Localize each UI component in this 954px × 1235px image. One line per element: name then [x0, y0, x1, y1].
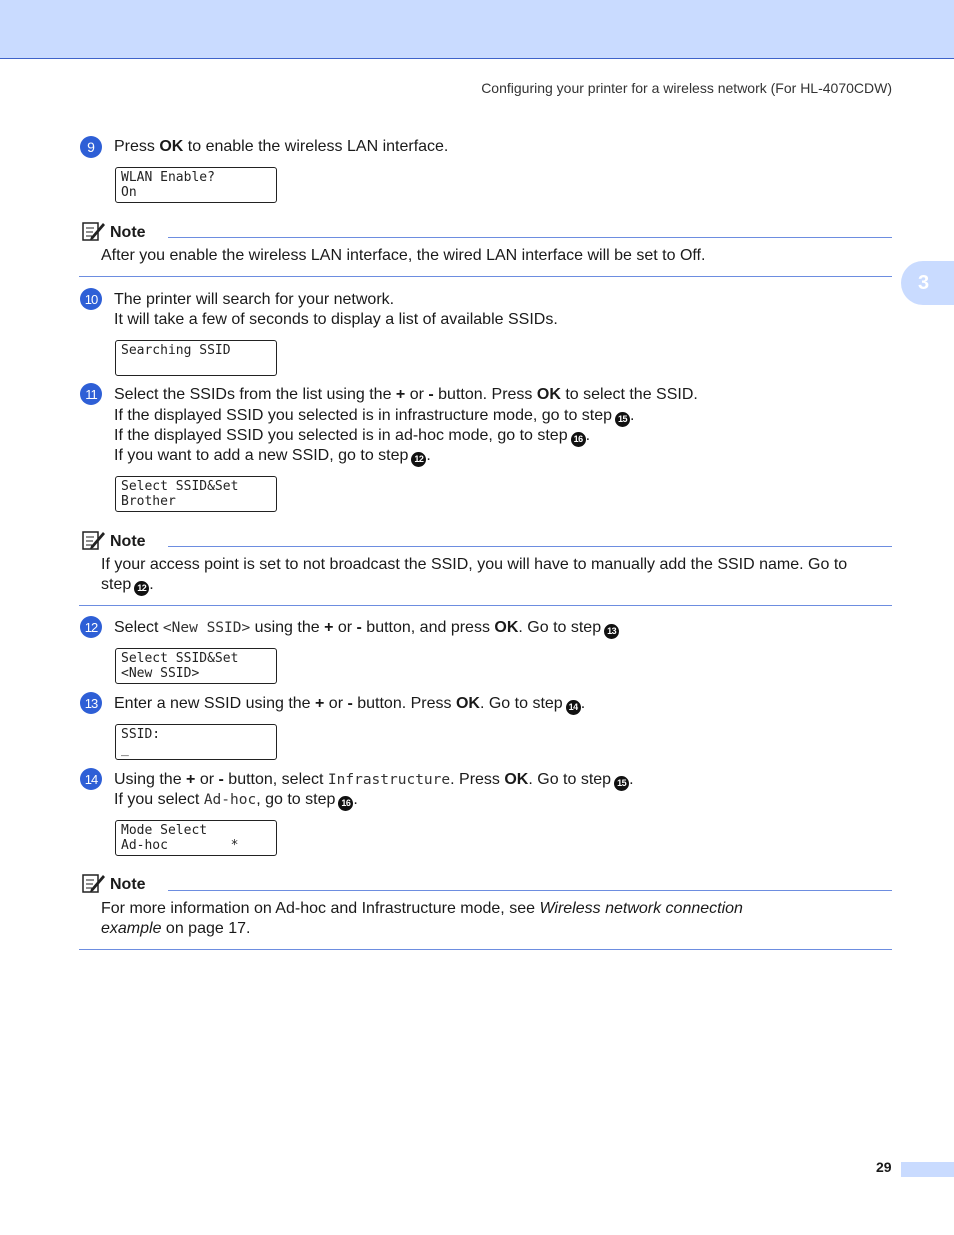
chapter-tab: 3 — [901, 261, 954, 305]
step-reference-16[interactable]: 16 — [338, 796, 353, 811]
lcd-display-9: WLAN Enable? On — [115, 167, 277, 203]
step-11-line-4: If you want to add a new SSID, go to step 12 . — [114, 446, 431, 467]
step-number-13: 13 — [80, 692, 102, 714]
step-number-10: 10 — [80, 288, 102, 310]
step-number-14: 14 — [80, 768, 102, 790]
note-pencil-icon — [82, 872, 106, 894]
note-2-line-2: step 12 . — [101, 575, 154, 596]
step-10-line-1: The printer will search for your network. — [114, 291, 395, 308]
step-reference-16[interactable]: 16 — [571, 432, 586, 447]
note-3-line-2: example on page 17. — [101, 920, 251, 937]
note-3-line-1: For more information on Ad-hoc and Infrastructure mode, see Wireless network connection — [101, 900, 743, 917]
page-number: 29 — [876, 1159, 892, 1175]
note-pencil-icon — [82, 529, 106, 551]
page-tab — [901, 1162, 954, 1177]
running-title: Configuring your printer for a wireless network (For HL-4070CDW) — [481, 80, 892, 96]
step-reference-12[interactable]: 12 — [411, 452, 426, 467]
note-divider — [79, 605, 892, 606]
step-11-line-2: If the displayed SSID you selected is in infrastructure mode, go to step 15 . — [114, 406, 635, 427]
step-12-text: Select <New SSID> using the + or - button, and press OK. Go to step 13 — [114, 618, 619, 639]
note-divider — [168, 546, 892, 547]
note-divider — [79, 949, 892, 950]
step-9-text: Press OK to enable the wireless LAN interface. — [114, 138, 449, 155]
note-label: Note — [110, 533, 146, 550]
lcd-display-14: Mode Select Ad-hoc * — [115, 820, 277, 856]
cross-reference-link[interactable]: Wireless network connection — [539, 900, 743, 917]
step-14-line-2: If you select Ad-hoc, go to step 16 . — [114, 790, 358, 811]
lcd-display-11: Select SSID&Set Brother — [115, 476, 277, 512]
step-13-text: Enter a new SSID using the + or - button. Press OK. Go to step 14 . — [114, 694, 585, 715]
step-number-11: 11 — [80, 383, 102, 405]
note-label: Note — [110, 224, 146, 241]
lcd-display-12: Select SSID&Set <New SSID> — [115, 648, 277, 684]
note-divider — [79, 276, 892, 277]
note-pencil-icon — [82, 220, 106, 242]
note-divider — [168, 237, 892, 238]
header-band — [0, 0, 954, 59]
cross-reference-link[interactable]: example — [101, 920, 162, 937]
note-divider — [168, 890, 892, 891]
lcd-display-10: Searching SSID — [115, 340, 277, 376]
step-11-line-3: If the displayed SSID you selected is in ad-hoc mode, go to step 16 . — [114, 426, 590, 447]
step-reference-15[interactable]: 15 — [614, 776, 629, 791]
step-reference-13[interactable]: 13 — [604, 624, 619, 639]
step-reference-14[interactable]: 14 — [566, 700, 581, 715]
step-11-line-1: Select the SSIDs from the list using the + or - button. Press OK to select the SSID. — [114, 386, 698, 403]
step-number-9: 9 — [80, 136, 102, 158]
note-1-text: After you enable the wireless LAN interface, the wired LAN interface will be set to Off. — [101, 247, 706, 264]
step-reference-15[interactable]: 15 — [615, 412, 630, 427]
step-reference-12[interactable]: 12 — [134, 581, 149, 596]
note-label: Note — [110, 876, 146, 893]
step-number-12: 12 — [80, 616, 102, 638]
step-14-line-1: Using the + or - button, select Infrastructure. Press OK. Go to step 15 . — [114, 770, 634, 791]
lcd-display-13: SSID: _ — [115, 724, 277, 760]
note-2-line-1: If your access point is set to not broadcast the SSID, you will have to manually add the SSID name. Go to — [101, 556, 848, 573]
step-10-line-2: It will take a few of seconds to display a list of available SSIDs. — [114, 311, 558, 328]
